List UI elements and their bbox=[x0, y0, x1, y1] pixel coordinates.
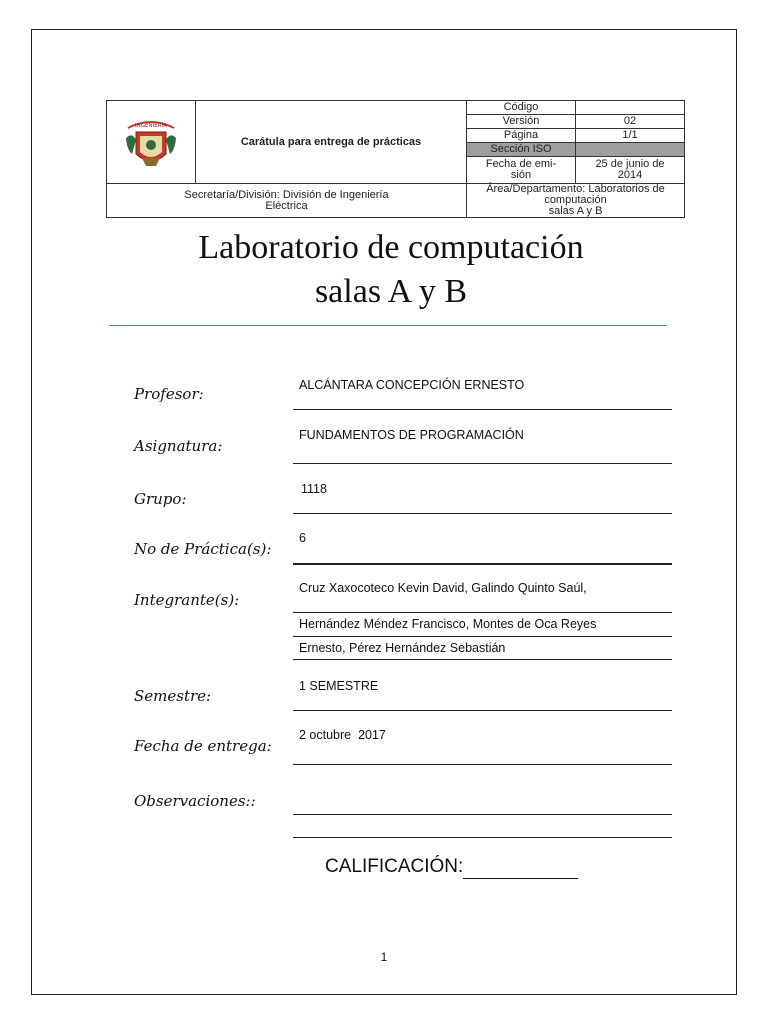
title-divider bbox=[109, 325, 667, 326]
observaciones-line2 bbox=[293, 837, 672, 838]
fecha-entrega-value: 2 octubre 2017 bbox=[299, 728, 386, 742]
grupo-label: Grupo: bbox=[134, 490, 187, 508]
practica-label: No de Práctica(s): bbox=[134, 540, 272, 558]
fecha-entrega-label: Fecha de entrega: bbox=[134, 737, 272, 755]
profesor-line bbox=[293, 409, 672, 410]
integrantes-line1-rule bbox=[293, 612, 672, 613]
version-label: Versión bbox=[467, 115, 576, 129]
header-table bbox=[106, 100, 685, 218]
main-title bbox=[106, 226, 676, 314]
version-value: 02 bbox=[576, 115, 685, 129]
seccion-iso-label: Sección ISO bbox=[467, 143, 576, 157]
fecha-emision-value: 25 de junio de 2014 bbox=[576, 157, 685, 184]
integrantes-line2-rule bbox=[293, 636, 672, 637]
asignatura-line bbox=[293, 463, 672, 464]
calificacion-line bbox=[463, 878, 578, 879]
semestre-line bbox=[293, 710, 672, 711]
header-title: Carátula para entrega de prácticas bbox=[196, 101, 467, 184]
logo-cell bbox=[107, 101, 196, 184]
observaciones-label: Observaciones:: bbox=[134, 792, 256, 810]
fecha-emision-label: Fecha de emi- sión bbox=[467, 157, 576, 184]
integrantes-label: Integrante(s): bbox=[134, 591, 240, 609]
main-title-line2: salas A y B bbox=[314, 273, 468, 310]
integrantes-line2: Hernández Méndez Francisco, Montes de Oca Reyes bbox=[299, 617, 597, 631]
semestre-label: Semestre: bbox=[134, 687, 212, 705]
logo-text: INGENIERÍA bbox=[135, 123, 167, 129]
grupo-value: 1118 bbox=[301, 482, 327, 496]
pagina-value: 1/1 bbox=[576, 129, 685, 143]
pagina-label: Página bbox=[467, 129, 576, 143]
profesor-value: ALCÁNTARA CONCEPCIÓN ERNESTO bbox=[299, 378, 525, 392]
practica-value: 6 bbox=[299, 531, 306, 545]
fecha-entrega-line bbox=[293, 764, 672, 765]
observaciones-line1 bbox=[293, 814, 672, 815]
secretaria-division: Secretaría/División: División de Ingeniería Eléctrica bbox=[107, 184, 467, 218]
integrantes-line3-rule bbox=[293, 659, 672, 660]
main-title-line1: Laboratorio de computación bbox=[198, 229, 584, 266]
profesor-label: Profesor: bbox=[134, 385, 204, 403]
seccion-iso-value bbox=[576, 143, 685, 157]
engineering-seal-logo bbox=[122, 114, 180, 170]
integrantes-line1: Cruz Xaxocoteco Kevin David, Galindo Quinto Saúl, bbox=[299, 581, 587, 595]
grupo-line bbox=[293, 513, 672, 514]
asignatura-label: Asignatura: bbox=[134, 437, 223, 455]
asignatura-value: FUNDAMENTOS DE PROGRAMACIÓN bbox=[299, 428, 524, 442]
codigo-value bbox=[576, 101, 685, 115]
calificacion-label: CALIFICACIÓN: bbox=[325, 856, 464, 877]
integrantes-line3: Ernesto, Pérez Hernández Sebastián bbox=[299, 641, 506, 655]
semestre-value: 1 SEMESTRE bbox=[299, 679, 379, 693]
area-departamento: Área/Departamento: Laboratorios de computación salas A y B bbox=[467, 184, 685, 218]
page-number: 1 bbox=[380, 950, 388, 964]
codigo-label: Código bbox=[467, 101, 576, 115]
practica-line bbox=[293, 563, 672, 565]
